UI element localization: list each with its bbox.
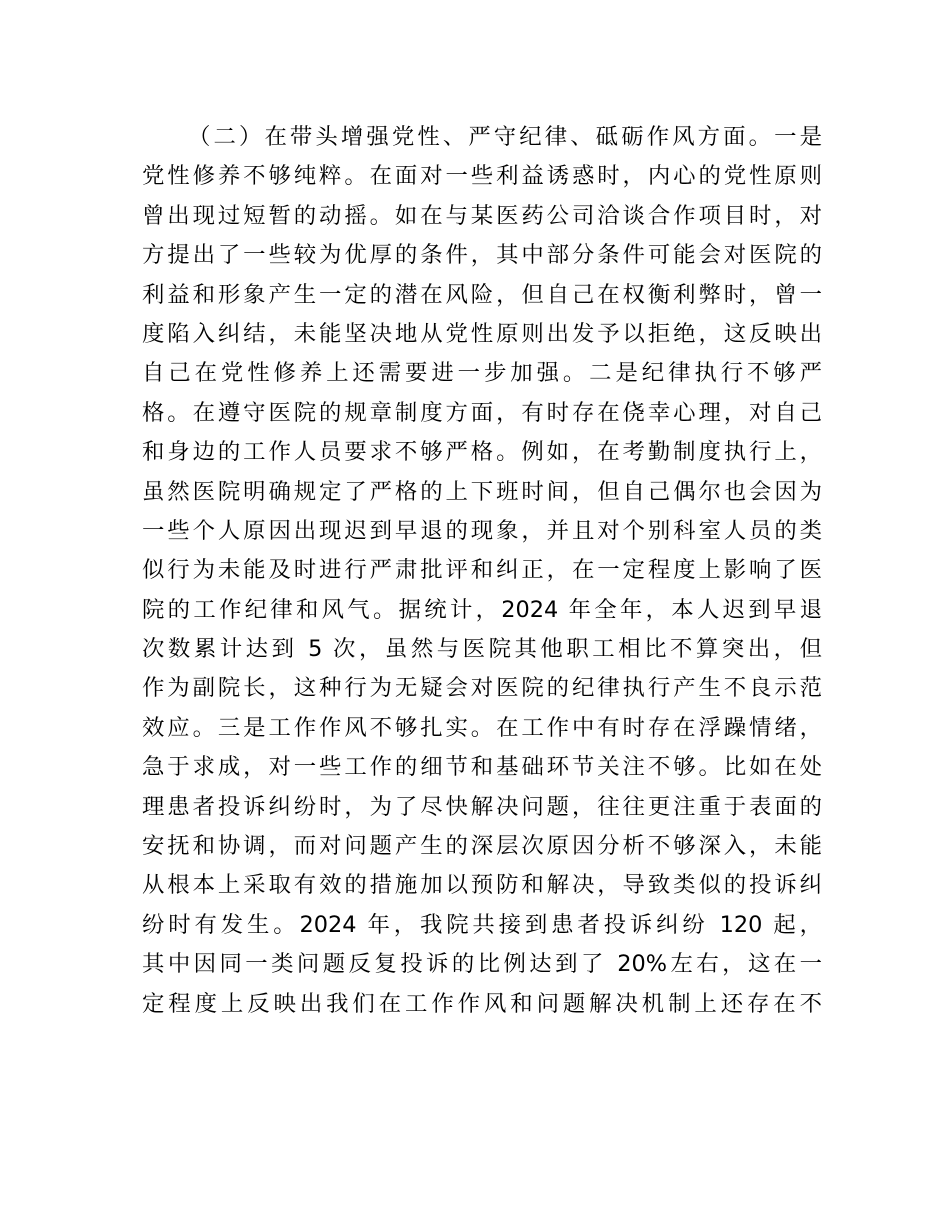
text-line: 党性修养不够纯粹。在面对一些利益诱惑时，内心的党性原则 [142,163,822,190]
text-line: 一些个人原因出现迟到早退的现象，并且对个别科室人员的类 [142,517,822,544]
text-line: 其中因同一类问题反复投诉的比例达到了 20%左右，这在一 [142,951,822,978]
text-line: 自己在党性修养上还需要进一步加强。二是纪律执行不够严 [142,360,822,387]
text-line: 格。在遵守医院的规章制度方面，有时存在侥幸心理，对自己 [142,399,822,426]
text-line: 方提出了一些较为优厚的条件，其中部分条件可能会对医院的 [142,242,822,269]
text-line: 曾出现过短暂的动摇。如在与某医药公司洽谈合作项目时，对 [142,202,822,229]
text-line: （二）在带头增强党性、严守纪律、砥砺作风方面。一是 [188,124,822,150]
text-line: 安抚和协调，而对问题产生的深层次原因分析不够深入，未能 [142,833,822,860]
text-line: 作为副院长，这种行为无疑会对医院的纪律执行产生不良示范 [142,675,822,702]
text-line: 院的工作纪律和风气。据统计，2024 年全年，本人迟到早退 [142,596,822,623]
text-line: 理患者投诉纠纷时，为了尽快解决问题，往往更注重于表面的 [142,793,822,820]
text-line: 似行为未能及时进行严肃批评和纠正，在一定程度上影响了医 [142,557,822,584]
text-line: 效应。三是工作作风不够扎实。在工作中有时存在浮躁情绪， [142,714,822,741]
text-line: 虽然医院明确规定了严格的上下班时间，但自己偶尔也会因为 [142,478,822,505]
text-line: 定程度上反映出我们在工作作风和问题解决机制上还存在不 [142,990,822,1017]
text-line: 度陷入纠结，未能坚决地从党性原则出发予以拒绝，这反映出 [142,320,822,347]
text-line: 和身边的工作人员要求不够严格。例如，在考勤制度执行上， [142,439,822,466]
text-line: 从根本上采取有效的措施加以预防和解决，导致类似的投诉纠 [142,872,822,899]
body-paragraph [142,118,822,1024]
text-line: 利益和形象产生一定的潜在风险，但自己在权衡利弊时，曾一 [142,281,822,308]
text-line: 纷时有发生。2024 年，我院共接到患者投诉纠纷 120 起， [142,911,822,938]
text-line: 急于求成，对一些工作的细节和基础环节关注不够。比如在处 [142,754,822,781]
text-line: 次数累计达到 5 次，虽然与医院其他职工相比不算突出，但 [142,636,822,663]
